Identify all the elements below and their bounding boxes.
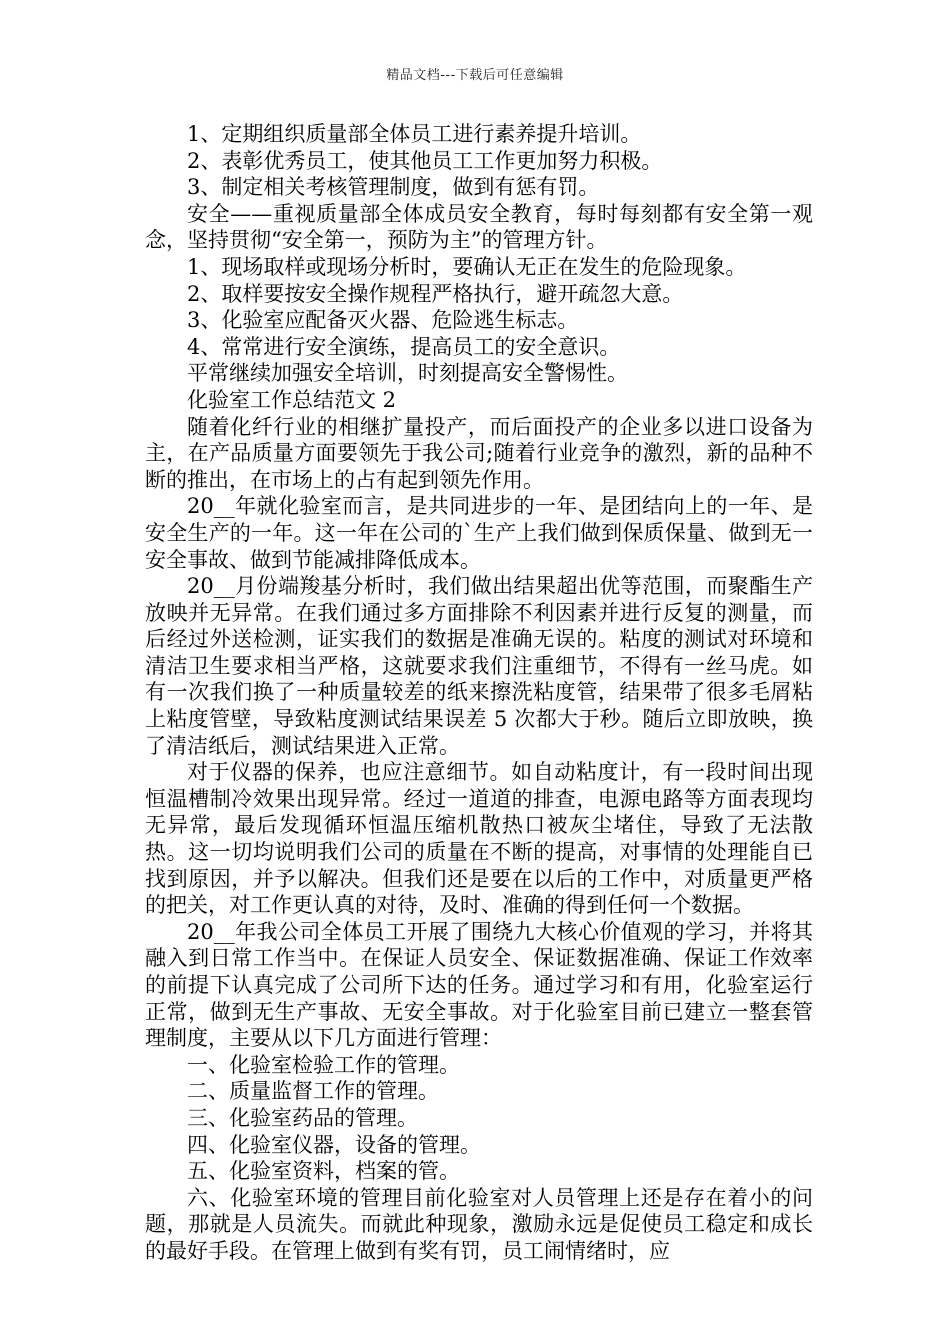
list-item: 一、化验室检验工作的管理。 [187, 1052, 460, 1077]
list-item: 三、化验室药品的管理。 [187, 1105, 418, 1130]
paragraph: 1、定期组织质量部全体员工进行素养提升培训。 [187, 122, 642, 146]
paragraph: 对于仪器的保养，也应注意细节。如自动粘度计，有一段时间出现恒温槽制冷效果出现异常。经过一道道的排查，电源电路等方面表现均无异常，最后发现循环恒温压缩机散热口被灰尘堵住，导致了无法散热。这一切均说明我们公司的质量在不断的提高，对事情的处理能自已找到原因，并予以解决。但我们还是要在以后的工作中，对质量更严格的把关，对工作更认真的对待，及时、准确的得到任何一个数据。 [145, 760, 813, 918]
list-item: 五、化验室资料，档案的管。 [187, 1159, 460, 1184]
paragraph: 20__年就化验室而言，是共同进步的一年、是团结向上的一年、是安全生产的一年。这一年在公司的`生产上我们做到保质保量、做到无一安全事故、做到节能减排降低成本。 [145, 494, 813, 572]
paragraph: 平常继续加强安全培训，时刻提高安全警惕性。 [187, 361, 628, 386]
list-item: 四、化验室仪器，设备的管理。 [187, 1132, 481, 1157]
paragraph: 2、表彰优秀员工，使其他员工工作更加努力积极。 [187, 148, 663, 173]
paragraph: 20__年我公司全体员工开展了围绕九大核心价值观的学习，并将其融入到日常工作当中。在保证人员安全、保证数据准确、保证工作效率的前提下认真完成了公司所下达的任务。通过学习和有用，化验室运行正常，做到无生产事故、无安全事故。对于化验室目前已建立一整套管理制度，主要从以下几方面进行管理： [145, 919, 813, 1051]
paragraph: 3、制定相关考核管理制度，做到有惩有罚。 [187, 175, 600, 200]
list-item: 六、化验室环境的管理目前化验室对人员管理上还是存在着小的问题，那就是人员流失。而就此种现象，激励永远是促使员工稳定和成长的最好手段。在管理上做到有奖有罚，员工闹情绪时，应 [145, 1185, 813, 1263]
list-item: 二、质量监督工作的管理。 [187, 1079, 439, 1104]
paragraph: 1、现场取样或现场分析时，要确认无正在发生的危险现象。 [187, 254, 747, 279]
page-header: 精品文档---下载后可任意编辑 [386, 68, 564, 83]
paragraph: 随着化纤行业的相继扩量投产，而后面投产的企业多以进口设备为主，在产品质量方面要领先于我公司;随着行业竞争的激烈，新的品种不断的推出，在市场上的占有起到领先作用。 [145, 414, 813, 492]
paragraph: 20__月份端羧基分析时，我们做出结果超出优等范围，而聚酯生产放映并无异常。在我们通过多方面排除不利因素并进行反复的测量，而后经过外送检测，证实我们的数据是准确无误的。粘度的测试对环境和清洁卫生要求相当严格，这就要求我们注重细节，不得有一丝马虎。如有一次我们换了一种质量较差的纸来擦洗粘度管，结果带了很多毛屑粘上粘度管壁，导致粘度测试结果误差 5 次都大于秒。随后立即放映，换了清洁纸后，测试结果进入正常。 [145, 574, 813, 758]
paragraph: 3、化验室应配备灭火器、危险逃生标志。 [187, 308, 579, 333]
section-heading: 化验室工作总结范文 2 [187, 387, 397, 412]
paragraph: 安全——重视质量部全体成员安全教育，每时每刻都有安全第一观念，坚持贯彻“安全第一，预防为主”的管理方针。 [145, 201, 813, 253]
paragraph: 2、取样要按安全操作规程严格执行，避开疏忽大意。 [187, 281, 684, 306]
paragraph: 4、常常进行安全演练，提高员工的安全意识。 [187, 334, 621, 359]
document-body [145, 121, 813, 1265]
